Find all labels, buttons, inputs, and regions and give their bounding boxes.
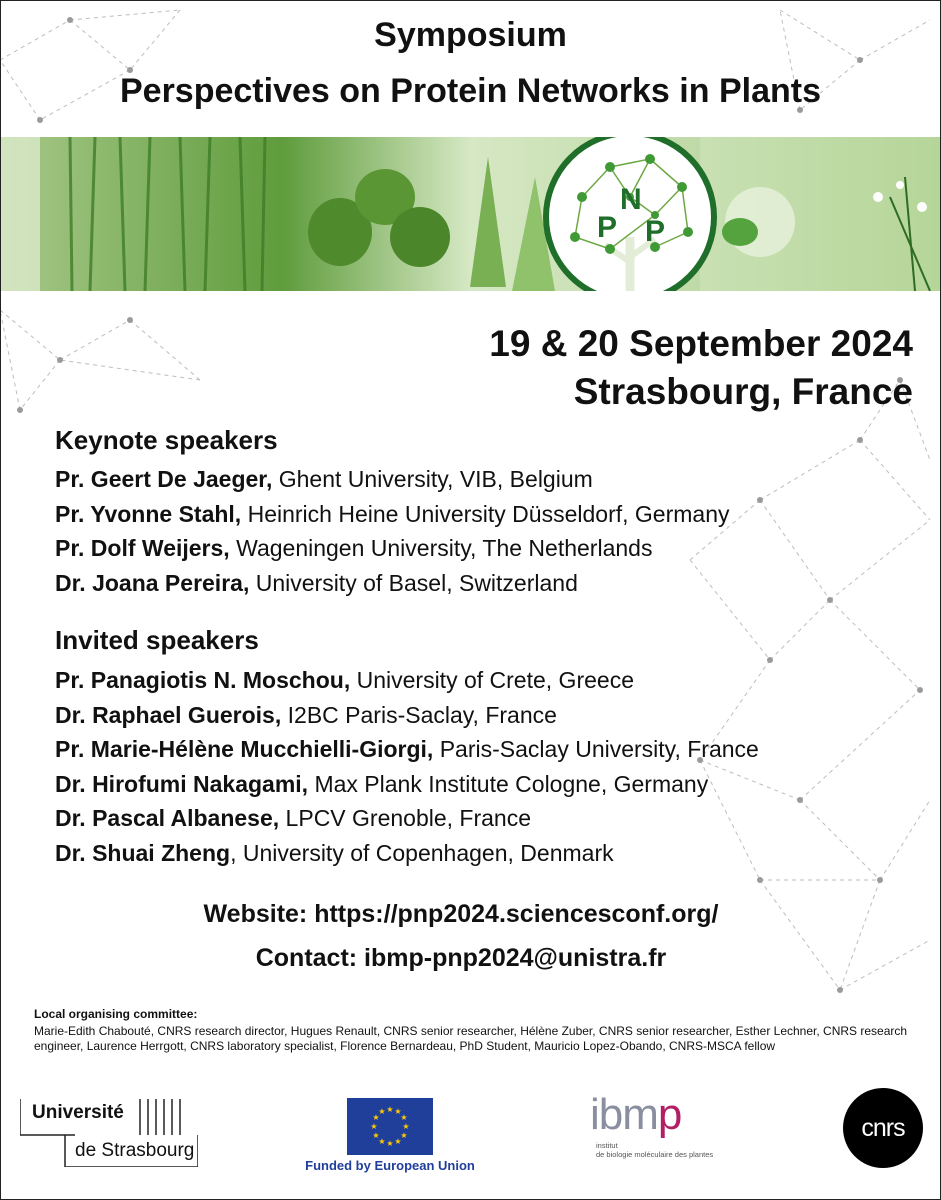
svg-text:★: ★ [372,1131,380,1140]
unistra-logo [20,1097,198,1167]
speaker-name: Pr. Geert De Jaeger, [55,466,273,492]
speaker-item [55,767,759,802]
svg-text:★: ★ [402,1122,410,1131]
website-link[interactable]: Website: https://pnp2024.sciencesconf.org/ [203,900,719,928]
committee-title: Local organising committee: [34,1007,198,1021]
speaker-item [55,497,729,532]
keynote-heading: Keynote speakers [55,425,278,455]
speaker-name: Pr. Dolf Weijers, [55,535,230,562]
speaker-name: Dr. Joana Pereira, [55,569,250,596]
svg-text:★: ★ [386,1139,394,1148]
svg-text:★: ★ [378,1107,386,1116]
event-location: Strasbourg, France [573,371,913,412]
speaker-affiliation: LPCV Grenoble, France [279,805,532,832]
logo-letter-p2: P [645,215,666,248]
speaker-item [55,732,759,767]
committee-members: Marie-Edith Chabouté, CNRS research director, Hugues Renault, CNRS senior researcher, Hélène Zuber, CNRS senior researcher, Esther Lechner, CNRS research engineer, Laurence Herrgott, CNRS laboratory specialist, Florence Bernardeau, PhD Student, Mauricio Lopez-Obando, CNRS-MSCA fellow [34,1024,908,1053]
keynote-speaker-list [55,462,729,600]
speaker-affiliation: Paris-Saclay University, France [433,736,759,763]
ibmp-subtitle-line1: institut [596,1141,618,1150]
event-date: 19 & 20 September 2024 [489,323,913,364]
speaker-name: Dr. Shuai Zheng [55,839,231,866]
speaker-affiliation: Heinrich Heine University Düsseldorf, Germany [241,500,730,527]
speaker-name: Pr. Yvonne Stahl, [55,500,242,527]
svg-text:★: ★ [386,1105,394,1114]
speaker-item [55,531,729,566]
speaker-item [55,698,759,733]
eu-stars [347,1098,433,1155]
contact-email[interactable]: Contact: ibmp-pnp2024@unistra.fr [255,944,667,972]
speaker-name: Pr. Panagiotis N. Moschou, [55,667,351,693]
speaker-affiliation: , University of Copenhagen, Denmark [230,839,614,866]
svg-text:★: ★ [394,1107,402,1116]
ibmp-word-main: ibm [590,1090,658,1139]
svg-text:★: ★ [394,1137,402,1146]
speaker-item [55,663,759,698]
speaker-affiliation: I2BC Paris-Saclay, France [281,701,557,728]
pnp-logo [546,137,714,291]
speaker-affiliation: Max Plank Institute Cologne, Germany [308,770,709,797]
speaker-item [55,836,759,871]
poster-title: Symposium [374,16,567,54]
svg-text:★: ★ [378,1137,386,1146]
svg-text:★: ★ [400,1131,408,1140]
eu-caption: Funded by European Union [305,1158,475,1173]
speaker-affiliation: University of Crete, Greece [350,667,634,693]
ibmp-word-p: p [657,1090,682,1139]
unistra-line2: de Strasbourg [75,1140,195,1161]
invited-speaker-list [55,663,759,871]
banner-illustration [0,137,941,291]
cnrs-logo: cnrs [843,1088,923,1168]
svg-text:★: ★ [370,1122,378,1131]
speaker-affiliation: Ghent University, VIB, Belgium [272,466,593,492]
speaker-item [55,801,759,836]
speaker-affiliation: University of Basel, Switzerland [249,569,578,596]
unistra-line1: Université [32,1102,124,1123]
svg-text:★: ★ [400,1113,408,1122]
speaker-affiliation: Wageningen University, The Netherlands [229,535,653,562]
logo-letter-n: N [620,183,642,216]
plant-banner [0,137,941,291]
ibmp-subtitle-line2: de biologie moléculaire des plantes [596,1150,714,1159]
eu-logo [290,1095,490,1180]
speaker-name: Pr. Marie-Hélène Mucchielli-Giorgi, [55,736,434,763]
ibmp-logo [590,1090,720,1170]
logo-letter-p1: P [597,211,618,244]
svg-text:★: ★ [372,1113,380,1122]
speaker-item [55,462,729,497]
ibmp-wordmark [590,1090,681,1140]
invited-heading: Invited speakers [55,625,259,655]
speaker-name: Dr. Hirofumi Nakagami, [55,770,309,797]
speaker-item [55,566,729,601]
poster-subtitle: Perspectives on Protein Networks in Plants [119,72,821,110]
speaker-name: Dr. Pascal Albanese, [55,805,280,832]
speaker-name: Dr. Raphael Guerois, [55,701,282,728]
eu-flag-icon [347,1098,433,1155]
